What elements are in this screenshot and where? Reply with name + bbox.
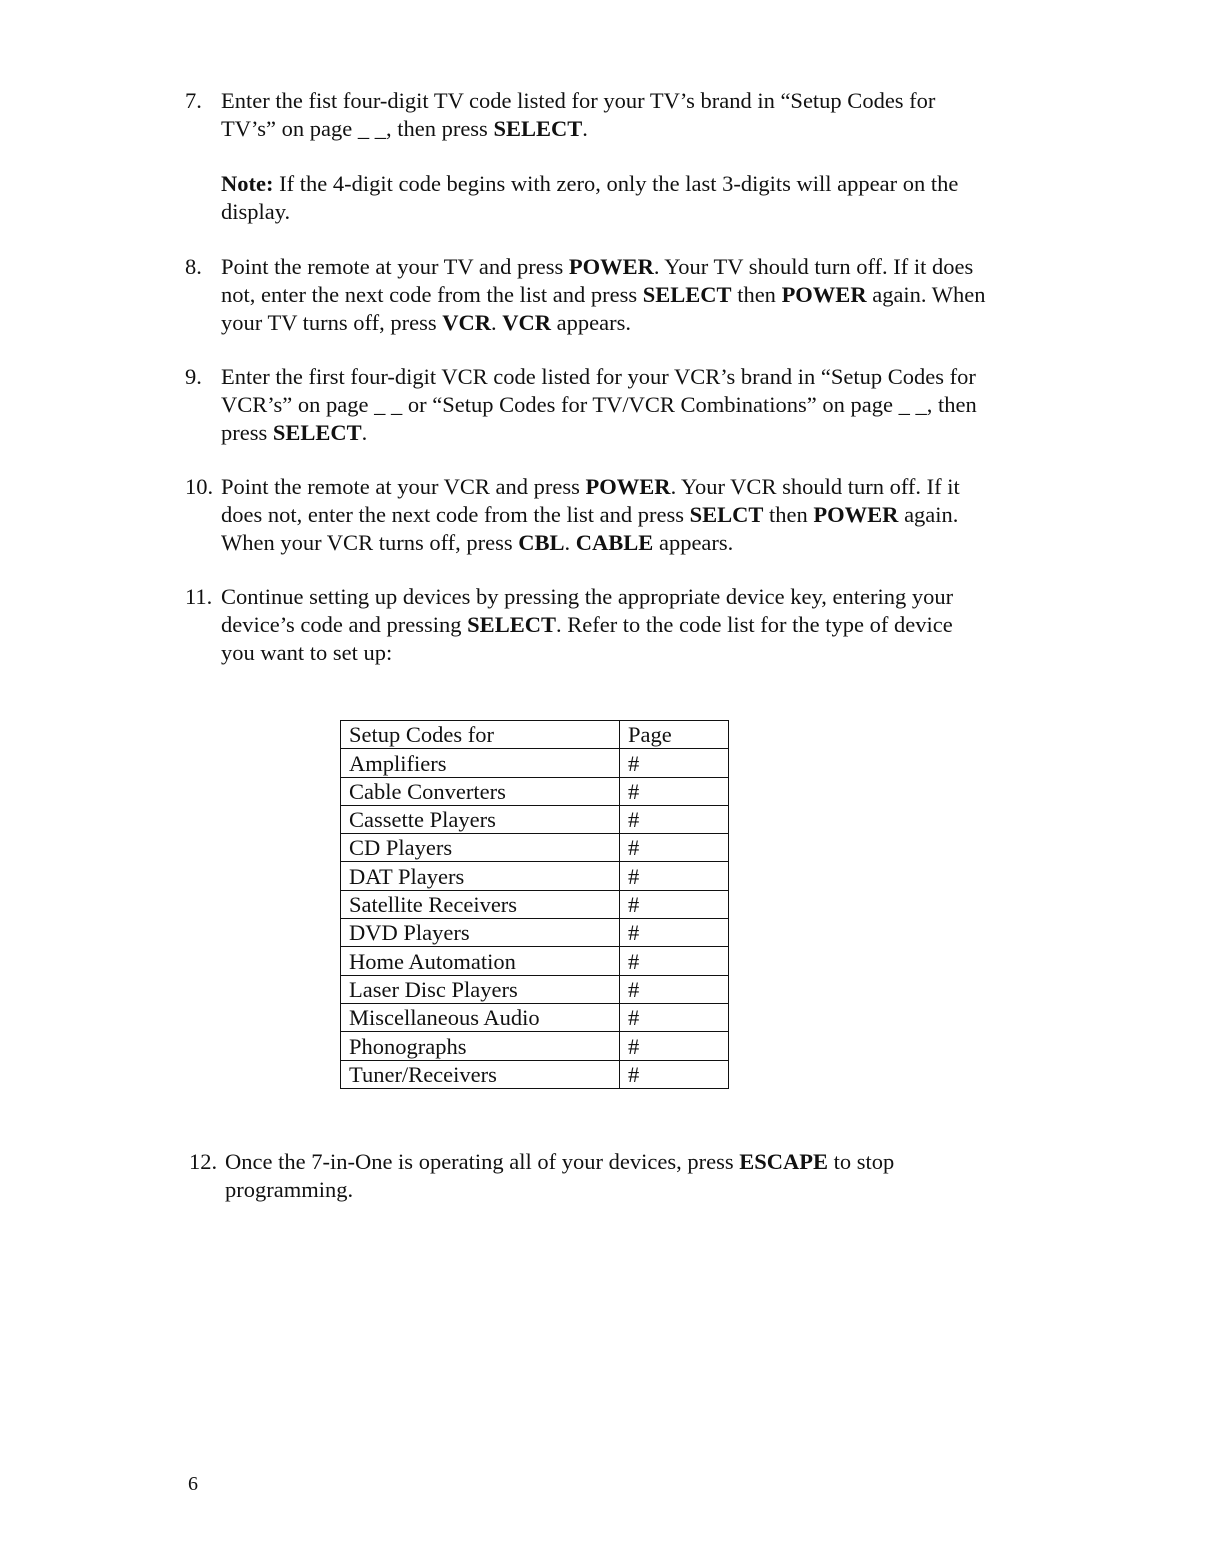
- step-number: 10.: [185, 474, 214, 499]
- step-number: 9.: [185, 364, 202, 389]
- text-run: again.: [898, 502, 959, 527]
- setup-codes-table: [340, 720, 729, 1089]
- device-type-cell: Laser Disc Players: [341, 975, 620, 1003]
- text-run: . Refer to the code list for the type of device: [555, 612, 953, 637]
- page-cell: #: [620, 947, 729, 975]
- step-line: [221, 391, 1051, 419]
- table-row: [341, 805, 729, 833]
- step-text: [221, 473, 1051, 557]
- key-name: SELECT: [493, 116, 583, 141]
- text-run: When your VCR turns off, press: [221, 530, 519, 555]
- device-type-cell: Satellite Receivers: [341, 890, 620, 918]
- step-line: [225, 1176, 1055, 1204]
- text-run: not, enter the next code from the list and press: [221, 282, 643, 307]
- text-run: .: [491, 310, 503, 335]
- step-line: [221, 501, 1051, 529]
- device-type-cell: Miscellaneous Audio: [341, 1003, 620, 1031]
- page-cell: #: [620, 805, 729, 833]
- table-row: [341, 1032, 729, 1060]
- text-run: appears.: [653, 530, 734, 555]
- step-text: [221, 87, 1051, 143]
- table-row: [341, 749, 729, 777]
- device-type-cell: Amplifiers: [341, 749, 620, 777]
- text-run: . Your VCR should turn off. If it: [670, 474, 960, 499]
- table-row: [341, 1060, 729, 1088]
- text-run: Enter the fist four-digit TV code listed for your TV’s brand in “Setup Codes for: [221, 88, 936, 113]
- header-cell-label: Setup Codes for: [341, 721, 620, 749]
- text-run: you want to set up:: [221, 640, 393, 665]
- key-name: SELECT: [467, 612, 556, 637]
- page-cell: #: [620, 1060, 729, 1088]
- step-line: [221, 253, 1051, 281]
- key-name: VCR: [502, 310, 551, 335]
- text-run: to stop: [828, 1149, 895, 1174]
- table-row: [341, 919, 729, 947]
- key-name: POWER: [813, 502, 899, 527]
- table-row: [341, 890, 729, 918]
- step-line: [221, 115, 1051, 143]
- note-label: Note:: [221, 171, 274, 196]
- page-cell: #: [620, 919, 729, 947]
- device-type-cell: Phonographs: [341, 1032, 620, 1060]
- step-text: [221, 583, 1051, 667]
- step-line: [221, 529, 1051, 557]
- key-name: CBL: [518, 530, 565, 555]
- table-body: [341, 721, 729, 1089]
- device-type-cell: Cassette Players: [341, 805, 620, 833]
- step-line: [221, 639, 1051, 667]
- step-text: [221, 253, 1051, 337]
- table-row: [341, 777, 729, 805]
- key-name: SELECT: [272, 420, 362, 445]
- note: [221, 170, 958, 226]
- step-number: 8.: [185, 254, 202, 279]
- text-run: .: [361, 420, 368, 445]
- page-cell: #: [620, 975, 729, 1003]
- key-name: ESCAPE: [739, 1149, 828, 1174]
- text-run: .: [564, 530, 576, 555]
- step-line: [221, 419, 1051, 447]
- text-run: . Your TV should turn off. If it does: [653, 254, 974, 279]
- page-cell: #: [620, 834, 729, 862]
- step-line: [221, 583, 1051, 611]
- step-number: 7.: [185, 88, 202, 113]
- text-run: Continue setting up devices by pressing the appropriate device key, entering your: [221, 584, 954, 609]
- device-type-cell: Home Automation: [341, 947, 620, 975]
- table-row: [341, 947, 729, 975]
- text-run: programming.: [225, 1177, 354, 1202]
- text-run: TV’s” on page _ _, then press: [221, 116, 494, 141]
- device-type-cell: DVD Players: [341, 919, 620, 947]
- key-name: CABLE: [575, 530, 654, 555]
- text-run: VCR’s” on page _ _ or “Setup Codes for TV/VCR Combinations” on page _ _, then: [221, 392, 977, 417]
- text-run: Enter the first four-digit VCR code listed for your VCR’s brand in “Setup Codes for: [221, 364, 976, 389]
- page-cell: #: [620, 862, 729, 890]
- step-line: [221, 309, 1051, 337]
- step-text: [225, 1148, 1055, 1204]
- key-name: POWER: [585, 474, 671, 499]
- key-name: POWER: [781, 282, 867, 307]
- page-cell: #: [620, 1003, 729, 1031]
- step-line: [221, 363, 1051, 391]
- note-line: [221, 170, 958, 198]
- text-run: Point the remote at your TV and press: [221, 254, 569, 279]
- page-number: 6: [188, 1473, 198, 1495]
- note-line: [221, 198, 958, 226]
- text-run: then: [763, 502, 814, 527]
- text-run: does not, enter the next code from the list and press: [221, 502, 690, 527]
- step-number: 12.: [189, 1149, 218, 1174]
- step-line: [221, 281, 1051, 309]
- text-run: your TV turns off, press: [221, 310, 443, 335]
- key-name: VCR: [442, 310, 491, 335]
- step-line: [225, 1148, 1055, 1176]
- table-row: [341, 862, 729, 890]
- step-line: [221, 473, 1051, 501]
- step-line: [221, 87, 1051, 115]
- device-type-cell: CD Players: [341, 834, 620, 862]
- text-run: again. When: [866, 282, 986, 307]
- page-cell: #: [620, 777, 729, 805]
- device-type-cell: Cable Converters: [341, 777, 620, 805]
- text-run: appears.: [551, 310, 631, 335]
- text-run: .: [582, 116, 588, 141]
- page-cell: #: [620, 890, 729, 918]
- text-run: display.: [221, 199, 291, 224]
- text-run: If the 4-digit code begins with zero, only the last 3-digits will appear on the: [273, 171, 959, 196]
- table-row: [341, 975, 729, 1003]
- key-name: POWER: [568, 254, 654, 279]
- table-header-row: [341, 721, 729, 749]
- step-number: 11.: [185, 584, 213, 609]
- page-cell: #: [620, 749, 729, 777]
- text-run: then: [731, 282, 782, 307]
- key-name: SELECT: [642, 282, 732, 307]
- device-type-cell: Tuner/Receivers: [341, 1060, 620, 1088]
- text-run: Once the 7-in-One is operating all of your devices, press: [225, 1149, 740, 1174]
- text-run: Point the remote at your VCR and press: [221, 474, 586, 499]
- key-name: SELCT: [689, 502, 764, 527]
- step-line: [221, 611, 1051, 639]
- text-run: press: [221, 420, 273, 445]
- page-cell: #: [620, 1032, 729, 1060]
- table-row: [341, 834, 729, 862]
- step-text: [221, 363, 1051, 447]
- header-cell-page: Page: [620, 721, 729, 749]
- text-run: device’s code and pressing: [221, 612, 468, 637]
- device-type-cell: DAT Players: [341, 862, 620, 890]
- table-row: [341, 1003, 729, 1031]
